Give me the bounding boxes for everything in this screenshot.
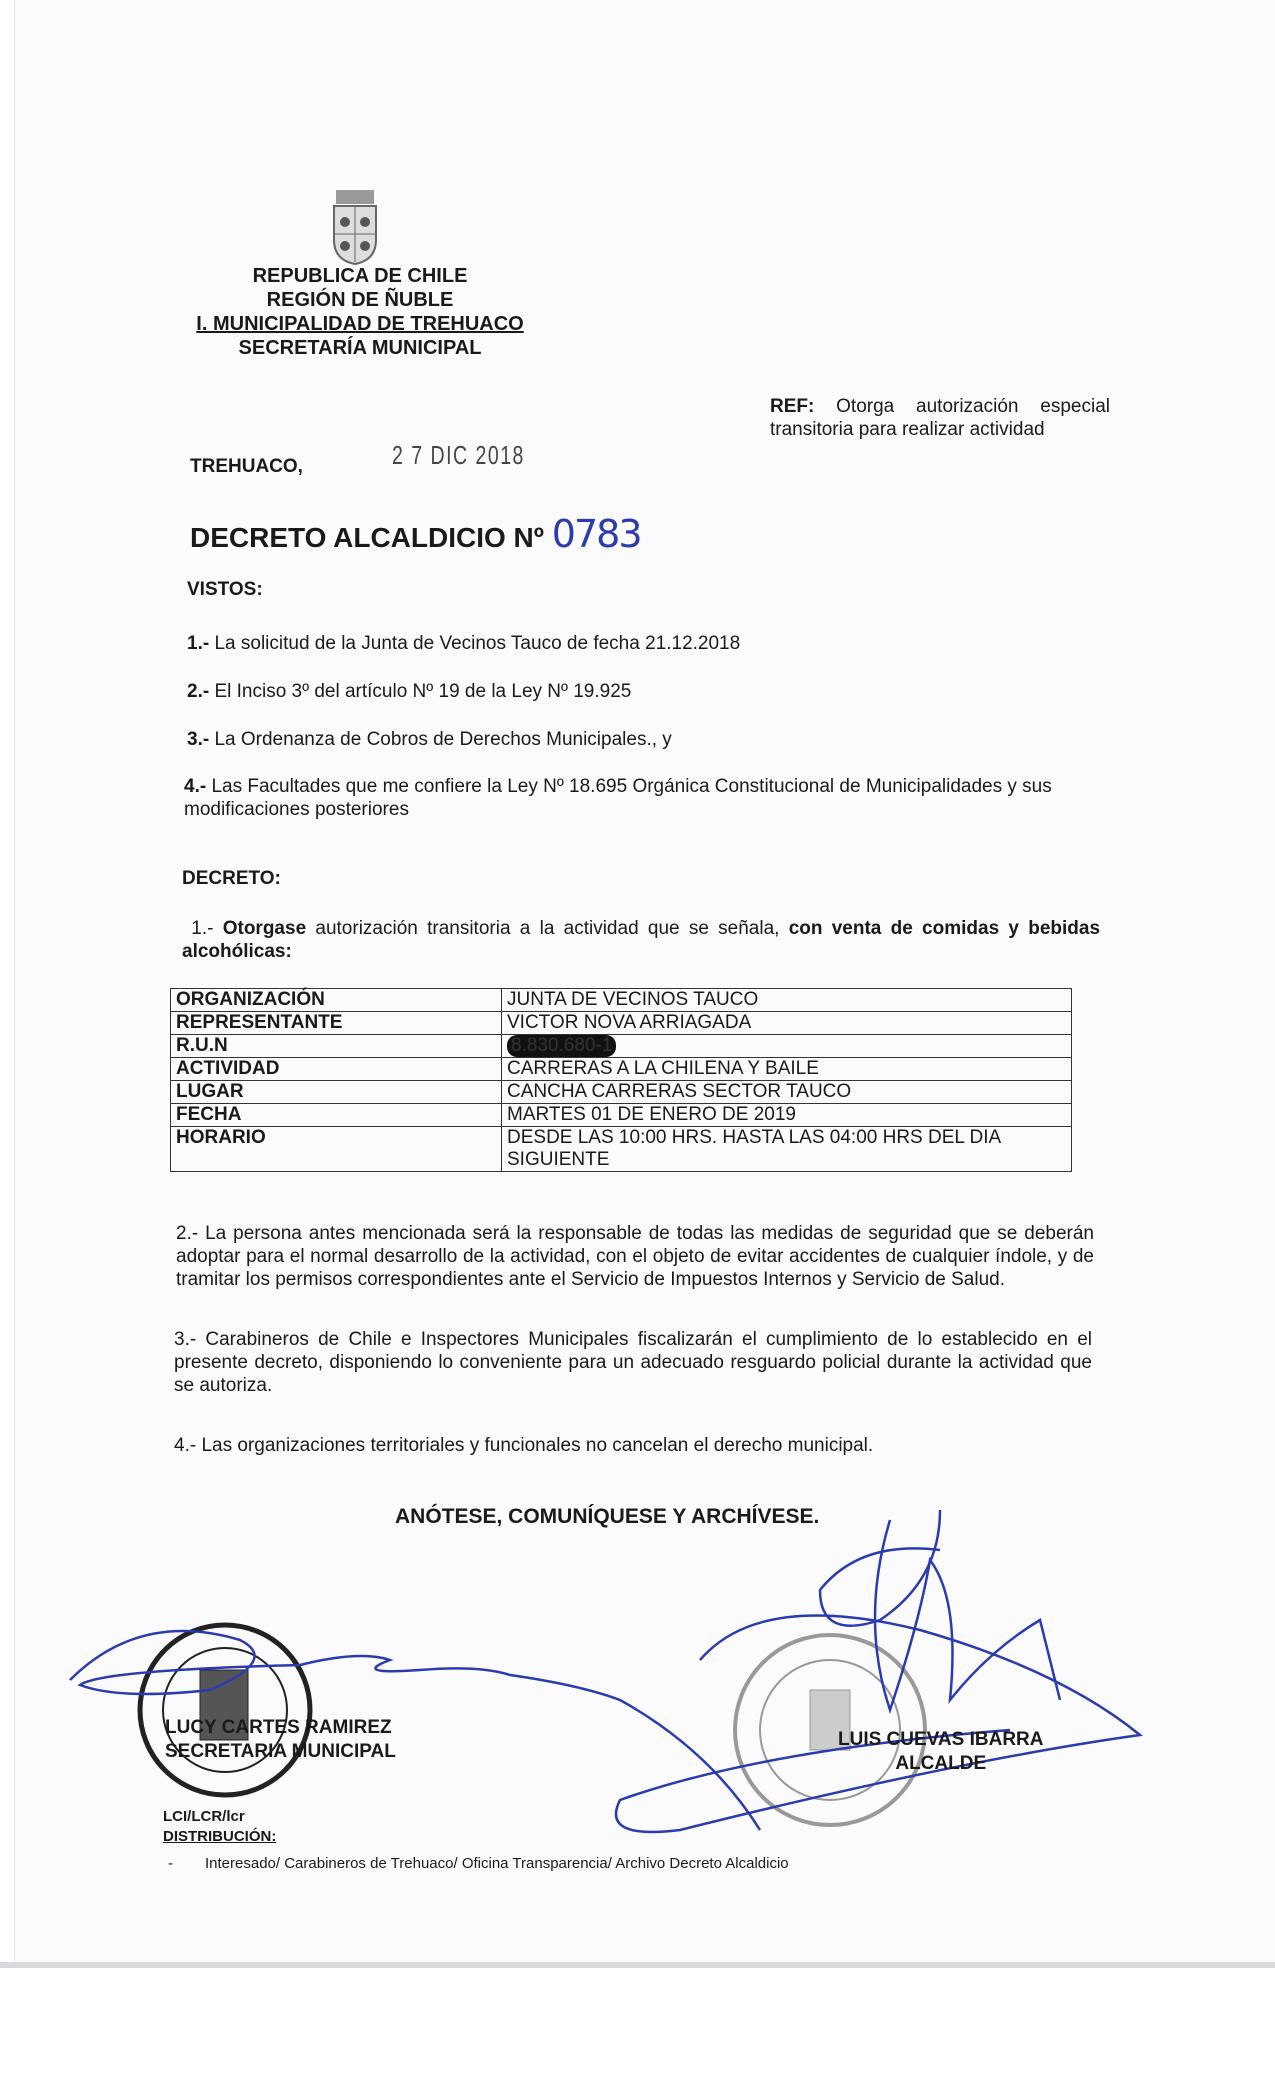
decree-title xyxy=(190,512,641,556)
header-line: REPUBLICA DE CHILE xyxy=(252,265,468,287)
secretary-signature-block xyxy=(165,1716,396,1764)
row-label: FECHA xyxy=(171,1104,502,1127)
scan-edge xyxy=(0,1962,1275,1968)
row-value: VICTOR NOVA ARRIAGADA xyxy=(502,1012,1072,1035)
signer-role: ALCALDE xyxy=(895,1753,987,1774)
visto-item xyxy=(184,775,1104,821)
initials: LCI/LCR/lcr xyxy=(163,1808,245,1825)
place: TREHUACO, xyxy=(190,456,303,477)
ref-text: Otorga autorización especial transitoria para realizar actividad xyxy=(770,396,1110,440)
signer-role: SECRETARIA MUNICIPAL xyxy=(165,1741,396,1762)
secretary-seal-icon xyxy=(140,1625,310,1795)
item-number: 1.- xyxy=(187,633,210,654)
table-row xyxy=(171,1104,1072,1127)
table-row xyxy=(171,1081,1072,1104)
date-stamp: 2 7 DIC 2018 xyxy=(392,440,525,470)
row-value: CARRERAS A LA CHILENA Y BAILE xyxy=(502,1058,1072,1081)
bullet: - xyxy=(168,1855,173,1872)
item-text: Las Facultades que me confiere la Ley Nº 18.695 Orgánica Constitucional de Municipalidades y sus modificaciones posteriores xyxy=(184,776,1052,820)
vistos-heading: VISTOS: xyxy=(187,579,263,600)
table-row xyxy=(171,1035,1072,1058)
row-label: ACTIVIDAD xyxy=(171,1058,502,1081)
item-text: El Inciso 3º del artículo Nº 19 de la Ley Nº 19.925 xyxy=(214,681,632,702)
row-label: LUGAR xyxy=(171,1081,502,1104)
visto-item xyxy=(187,632,740,655)
issuer-header xyxy=(180,264,540,360)
table-row xyxy=(171,1058,1072,1081)
item-number: 1.- xyxy=(191,918,214,939)
coat-of-arms-icon xyxy=(330,188,380,266)
activity-table xyxy=(170,988,1072,1172)
row-label: R.U.N xyxy=(171,1035,502,1058)
distribution-text: Interesado/ Carabineros de Trehuaco/ Oficina Transparencia/ Archivo Decreto Alcaldicio xyxy=(205,1855,789,1872)
row-label: REPRESENTANTE xyxy=(171,1012,502,1035)
row-value: MARTES 01 DE ENERO DE 2019 xyxy=(502,1104,1072,1127)
reference xyxy=(770,395,1110,441)
item-number: 4.- xyxy=(184,776,207,797)
signer-name: LUIS CUEVAS IBARRA xyxy=(838,1729,1044,1750)
table-row xyxy=(171,1127,1072,1172)
mayor-signature-block xyxy=(838,1728,1044,1776)
visto-item xyxy=(187,680,631,703)
item-text: La solicitud de la Junta de Vecinos Tauco de fecha 21.12.2018 xyxy=(214,633,741,654)
row-value: DESDE LAS 10:00 HRS. HASTA LAS 04:00 HRS DEL DIA SIGUIENTE xyxy=(502,1127,1072,1172)
item-number: 3.- xyxy=(187,729,210,750)
distribution-heading: DISTRIBUCIÓN: xyxy=(163,1828,277,1845)
title-text: DECRETO ALCALDICIO Nº xyxy=(190,522,545,553)
decreto-paragraph-2: 2.- La persona antes mencionada será la responsable de todas las medidas de seguridad que se deberán adoptar para el normal desarrollo de la actividad, con el objeto de evitar accidentes de cualquier índole, y de tramitar los permisos correspondientes ante el Servicio de Impuestos Internos y Servicio de Salud. xyxy=(176,1223,1094,1290)
header-line: REGIÓN DE ÑUBLE xyxy=(266,289,454,311)
bold-text: con venta de comidas y bebidas alcohólicas: xyxy=(182,918,1101,962)
bold-text: Otorgase xyxy=(222,918,307,939)
decreto-heading: DECRETO: xyxy=(182,868,281,889)
visto-item xyxy=(187,728,672,751)
decreto-paragraph-4: 4.- Las organizaciones territoriales y funcionales no cancelan el derecho municipal. xyxy=(174,1435,874,1456)
row-label: HORARIO xyxy=(171,1127,502,1172)
row-value xyxy=(502,1035,1072,1058)
item-number: 2.- xyxy=(187,681,210,702)
decreto-paragraph-3: 3.- Carabineros de Chile e Inspectores Municipales fiscalizarán el cumplimiento de lo establecido en el presente decreto, disponiendo lo conveniente para un adecuado resguardo policial durante la actividad que se autoriza. xyxy=(174,1329,1092,1396)
text: autorización transitoria a la actividad que se señala, xyxy=(306,918,789,939)
table-row xyxy=(171,1012,1072,1035)
ref-label: REF: xyxy=(770,396,815,417)
redacted-value: 8.830.680-1 xyxy=(507,1035,616,1057)
signer-name: LUCY CARTES RAMIREZ xyxy=(165,1717,392,1738)
closing-formula: ANÓTESE, COMUNÍQUESE Y ARCHÍVESE. xyxy=(395,1505,820,1528)
item-text: La Ordenanza de Cobros de Derechos Municipales., y xyxy=(214,729,672,750)
row-value: JUNTA DE VECINOS TAUCO xyxy=(502,989,1072,1012)
decree-number: 0783 xyxy=(551,512,641,556)
table-row xyxy=(171,989,1072,1012)
signatures-and-seals xyxy=(60,1500,1160,1850)
distribution-list xyxy=(168,1855,789,1872)
header-line: I. MUNICIPALIDAD DE TREHUACO xyxy=(196,313,524,335)
row-label: ORGANIZACIÓN xyxy=(171,989,502,1012)
decreto-paragraph-1 xyxy=(182,917,1100,963)
row-value: CANCHA CARRERAS SECTOR TAUCO xyxy=(502,1081,1072,1104)
header-line: SECRETARÍA MUNICIPAL xyxy=(238,337,482,359)
